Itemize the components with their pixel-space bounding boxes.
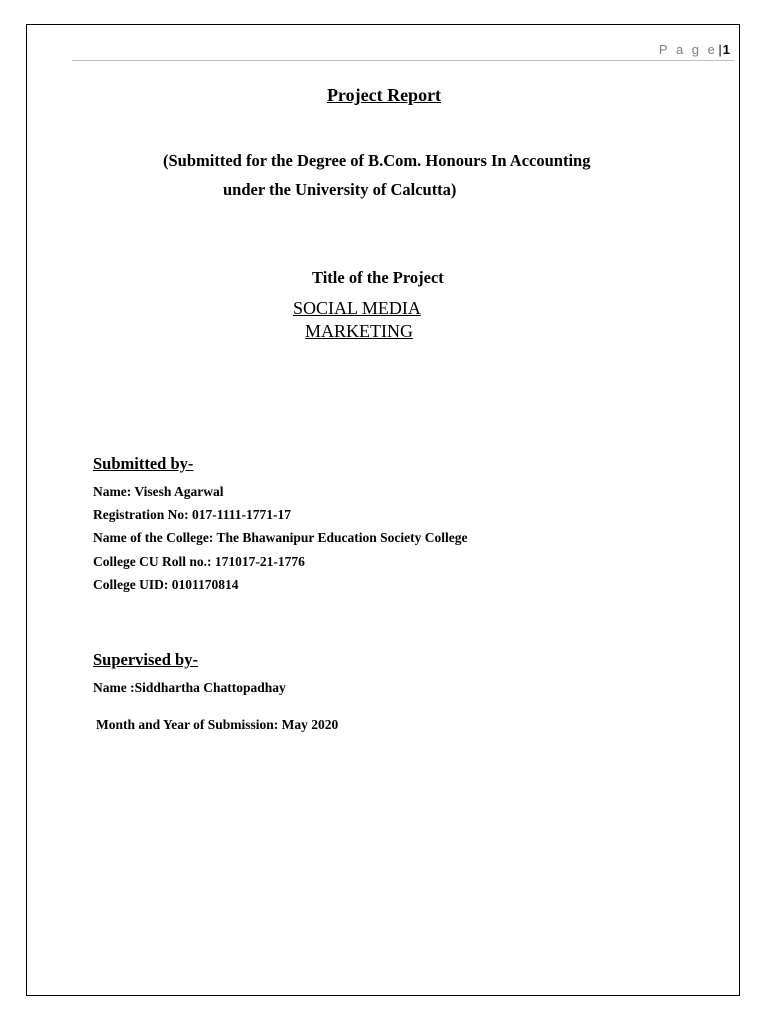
project-title-line-2: MARKETING [305, 321, 413, 341]
page-number: 1 [722, 42, 730, 57]
submission-line-1: (Submitted for the Degree of B.Com. Honours In Accounting [163, 151, 591, 170]
project-title-line-1: SOCIAL MEDIA [293, 298, 421, 318]
college-uid: College UID: 0101170814 [93, 577, 239, 592]
page-separator: | [718, 42, 722, 57]
submitted-by-heading: Submitted by- [93, 454, 194, 473]
project-title-label: Title of the Project [312, 268, 444, 287]
supervised-by-heading: Supervised by- [93, 650, 198, 669]
cu-roll-number: College CU Roll no.: 171017-21-1776 [93, 554, 305, 569]
submission-date: Month and Year of Submission: May 2020 [96, 717, 339, 732]
college-name: Name of the College: The Bhawanipur Education Society College [93, 530, 468, 545]
student-name: Name: Visesh Agarwal [93, 484, 224, 499]
page-label: P a g e [658, 42, 718, 57]
header-rule [72, 60, 734, 61]
registration-number: Registration No: 017-1111-1771-17 [93, 507, 291, 522]
supervisor-name: Name :Siddhartha Chattopadhay [93, 680, 286, 695]
submission-line-2: under the University of Calcutta) [223, 180, 457, 199]
report-title [0, 85, 768, 106]
page-number-header [659, 42, 730, 57]
report-title-text: Project Report [326, 85, 442, 105]
